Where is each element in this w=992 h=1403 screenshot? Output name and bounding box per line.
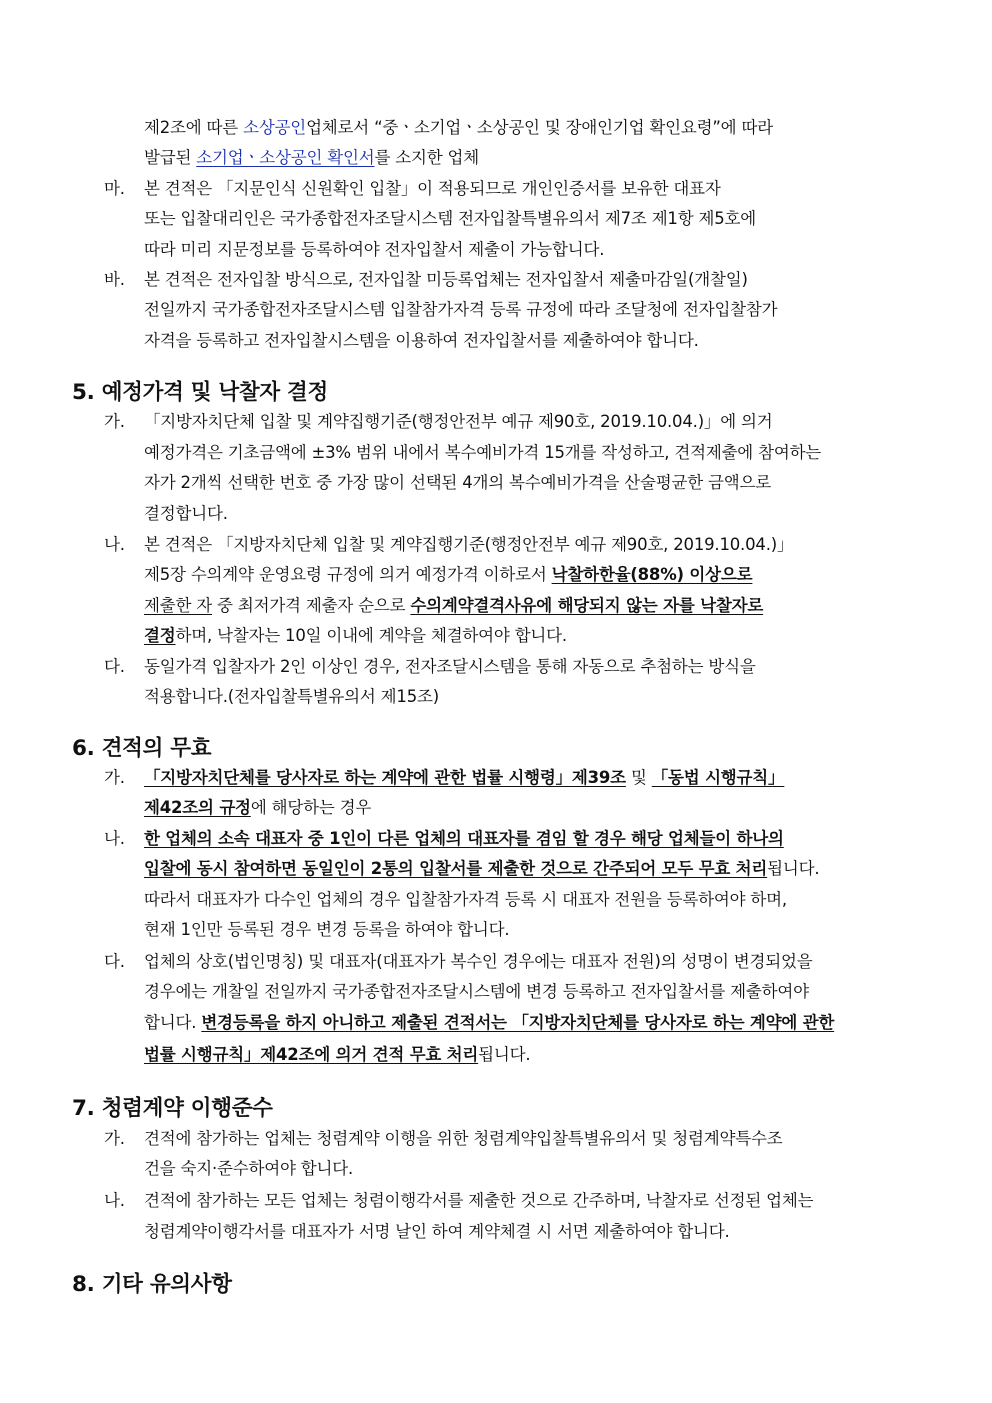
item-text: 예정가격은 기초금액에 ±3% 범위 내에서 복수예비가격 15개를 작성하고, 견적제출에 참여하는 [144,443,822,462]
emphasis-span: 한 업체의 소속 대표자 중 1인이 다른 업체의 대표자를 겸임 할 경우 해당 업체들이 하나의 [144,829,784,848]
section-5-heading: 5. 예정가격 및 낙찰자 결정 [72,380,328,405]
item-text: 본 견적은 「지문인식 신원확인 입찰」이 적용되므로 개인인증서를 보유한 대표자 [144,179,721,198]
emphasis-span: 수의계약결격사유에 해당되지 않는 자를 낙찰자로 [410,596,764,615]
text-span: 발급된 [144,148,197,167]
text-span: 제5장 수의계약 운영요령 규정에 의거 예정가격 이하로서 [144,565,552,584]
item-text: 동일가격 입찰자가 2인 이상인 경우, 전자조달시스템을 통해 자동으로 추첨하는 방식을 [144,657,756,676]
item-text: 「지방자치단체 입찰 및 계약집행기준(행정안전부 예규 제90호, 2019.10.04.)」에 의거 [144,412,773,431]
item-text: 자가 2개씩 선택한 번호 중 가장 많이 선택된 4개의 복수예비가격을 산술평균한 금액으로 [144,473,771,492]
item-text: 견적에 참가하는 모든 업체는 청렴이행각서를 제출한 것으로 간주하며, 낙찰자로 선정된 업체는 [144,1191,814,1210]
text-span: 에 해당하는 경우 [250,798,372,817]
section-7-heading: 7. 청렴계약 이행준수 [72,1096,273,1121]
item-text: 결정합니다. [144,504,228,523]
emphasis-span: 「지방자치단체를 당사자로 하는 계약에 관한 법률 시행령」제39조 [144,768,626,787]
item-marker: 다. [104,952,125,971]
emphasis-span: 제출한 자 [144,596,213,615]
text-span: 됩니다. [478,1045,531,1064]
item-marker: 나. [104,1191,125,1210]
text-span: 및 [625,768,652,787]
item-text: 본 견적은 전자입찰 방식으로, 전자입찰 미등록업체는 전자입찰서 제출마감일(개찰일) [144,270,748,289]
item-text: 건을 숙지·준수하여야 합니다. [144,1159,354,1178]
link-small-business-certificate[interactable]: 소기업ㆍ소상공인 확인서 [196,148,375,167]
text-span: 됩니다. [767,859,820,878]
item-marker: 다. [104,657,125,676]
item-marker: 가. [104,412,125,431]
emphasis-span: 「동법 시행규칙」 [651,768,785,787]
item-marker: 마. [104,179,125,198]
item-text: 따라 미리 지문정보를 등록하여야 전자입찰서 제출이 가능합니다. [144,240,605,259]
emphasis-span: 낙찰하한율(88%) 이상으로 [551,565,753,584]
emphasis-span: 법률 시행규칙」제42조에 의거 견적 무효 처리 [144,1045,479,1064]
item-text: 또는 입찰대리인은 국가종합전자조달시스템 전자입찰특별유의서 제7조 제1항 제5호에 [144,209,757,228]
item-text: 따라서 대표자가 다수인 업체의 경우 입찰참가자격 등록 시 대표자 전원을 등록하여야 하며, [144,890,787,909]
text-span: 업체로서 “중ㆍ소기업ㆍ소상공인 및 장애인기업 확인요령”에 따라 [306,118,773,137]
item-text: 경우에는 개찰일 전일까지 국가종합전자조달시스템에 변경 등록하고 전자입찰서를 제출하여야 [144,982,809,1001]
item-marker: 나. [104,829,125,848]
text-span: 합니다. [144,1013,202,1032]
emphasis-span: 제42조의 규정 [144,798,251,817]
link-small-business[interactable]: 소상공인 [243,118,307,137]
emphasis-span: 입찰에 동시 참여하면 동일인이 2통의 입찰서를 제출한 것으로 간주되어 모두 무효 처리 [144,859,768,878]
item-text: 자격을 등록하고 전자입찰시스템을 이용하여 전자입찰서를 제출하여야 합니다. [144,331,699,350]
text-span: 를 소지한 업체 [374,148,479,167]
text-span: 제2조에 따른 [144,118,244,137]
emphasis-span: 변경등록을 하지 아니하고 제출된 견적서는 「지방자치단체를 당사자로 하는 계약에 관한 [201,1013,835,1032]
item-text: 업체의 상호(법인명칭) 및 대표자(대표자가 복수인 경우에는 대표자 전원)의 성명이 변경되었을 [144,952,813,971]
item-marker: 나. [104,535,125,554]
section-8-heading: 8. 기타 유의사항 [72,1272,232,1297]
item-text: 적용합니다.(전자입찰특별유의서 제15조) [144,687,439,706]
item-text: 견적에 참가하는 업체는 청렴계약 이행을 위한 청렴계약입찰특별유의서 및 청렴계약특수조 [144,1129,783,1148]
item-text: 청렴계약이행각서를 대표자가 서명 날인 하여 계약체결 시 서면 제출하여야 합니다. [144,1222,730,1241]
text-span: 하며, 낙찰자는 10일 이내에 계약을 체결하여야 합니다. [175,626,567,645]
emphasis-span: 결정 [144,626,176,645]
item-marker: 가. [104,768,125,787]
item-text: 현재 1인만 등록된 경우 변경 등록을 하여야 합니다. [144,920,510,939]
item-text: 본 견적은 「지방자치단체 입찰 및 계약집행기준(행정안전부 예규 제90호, 2019.10.04.)」 [144,535,794,554]
item-marker: 가. [104,1129,125,1148]
text-span: 중 최저가격 제출자 순으로 [212,596,411,615]
section-6-heading: 6. 견적의 무효 [72,736,212,761]
item-text: 전일까지 국가종합전자조달시스템 입찰참가자격 등록 규정에 따라 조달청에 전자입찰참가 [144,300,778,319]
item-marker: 바. [104,270,125,289]
